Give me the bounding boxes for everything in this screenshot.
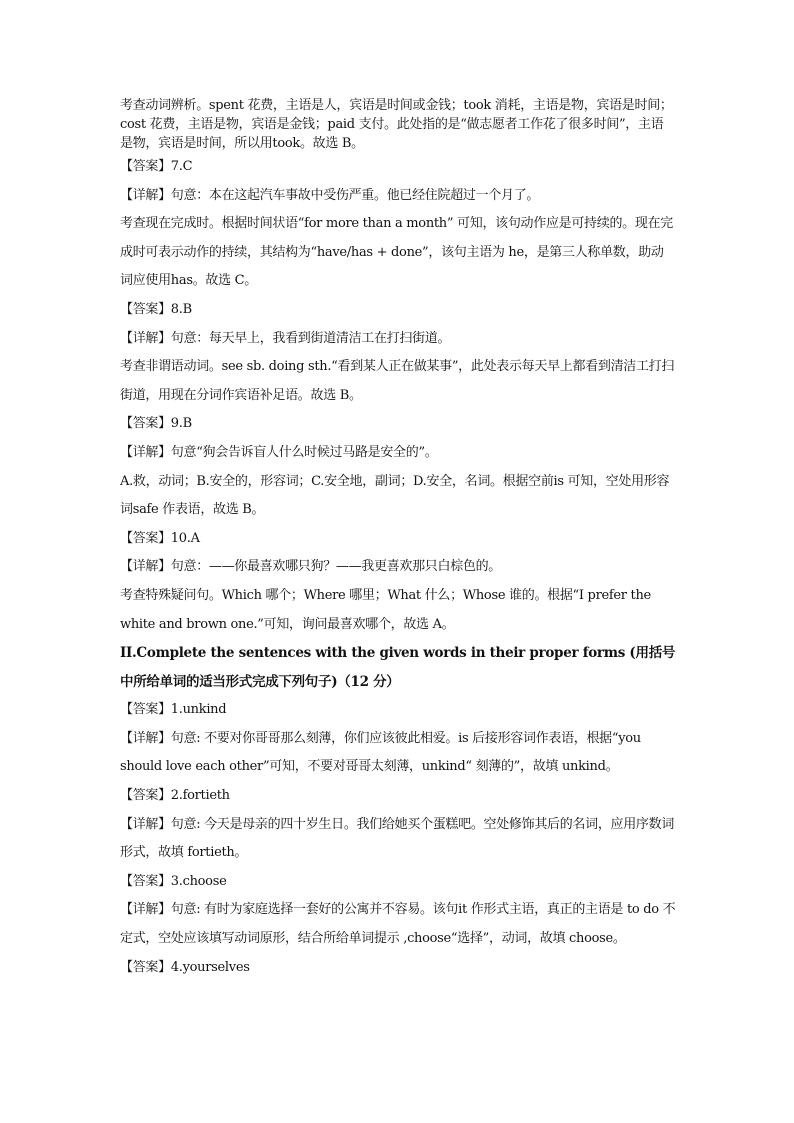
section-heading: II.Complete the sentences with the given words in their proper forms (用括号中所给单词的适当形式完成下列句子)（12 分） — [120, 645, 676, 690]
answer-label: 【答案】3.choose — [120, 873, 227, 889]
document-page — [120, 96, 676, 982]
paragraph: 考查现在完成时。根据时间状语“for more than a month” 可知，该句动作应是可持续的。现在完成时可表示动作的持续，其结构为“have/has + done”，该句主语为 he，是第三人称单数，助动词应使用has。故选 C。 — [120, 216, 673, 289]
answer-label: 【答案】2.fortieth — [120, 788, 230, 804]
answer-label: 【答案】1.unkind — [120, 702, 227, 718]
answer-label: 【答案】4.yourselves — [120, 959, 250, 975]
paragraph: 考查特殊疑问句。Which 哪个；Where 哪里；What 什么；Whose 谁的。根据“I prefer the white and brown one.”可知，询问最喜欢哪个，故选 A。 — [120, 587, 651, 632]
answer-label: 【答案】10.A — [120, 530, 200, 546]
paragraph: 考查动词辨析。spent 花费，主语是人，宾语是时间或金钱；took 消耗，主语是物，宾语是时间；cost 花费，主语是物，宾语是金钱；paid 支付。此处指的是“做志愿者工作花了很多时间”，主语是物，宾语是时间，所以用took。故选 B。 — [120, 98, 673, 151]
paragraph: A.救，动词；B.安全的，形容词；C.安全地，副词；D.安全，名词。根据空前is 可知，空处用形容词safe 作表语，故选 B。 — [120, 473, 670, 518]
explanation-paragraph: 【详解】句意: 不要对你哥哥那么刻薄，你们应该彼此相爱。is 后接形容词作表语，根据“you should love each other”可知，不要对哥哥太刻薄，unkind“ 刻薄的”，故填 unkind。 — [120, 730, 641, 775]
paragraph: 考查非谓语动词。see sb. doing sth.“看到某人正在做某事”，此处表示每天早上都看到清洁工打扫街道，用现在分词作宾语补足语。故选 B。 — [120, 359, 675, 403]
explanation-paragraph: 【详解】句意：——你最喜欢哪只狗？——我更喜欢那只白棕色的。 — [120, 559, 502, 575]
explanation-paragraph: 【详解】句意：本在这起汽车事故中受伤严重。他已经住院超过一个月了。 — [120, 187, 540, 203]
answer-label: 【答案】9.B — [120, 416, 192, 432]
answer-label: 【答案】7.C — [120, 159, 193, 174]
explanation-paragraph: 【详解】句意: 今天是母亲的四十岁生日。我们给她买个蛋糕吧。空处修饰其后的名词，应用序数词形式，故填 fortieth。 — [120, 816, 675, 861]
explanation-paragraph: 【详解】句意“狗会告诉盲人什么时候过马路是安全的”。 — [120, 444, 438, 460]
explanation-paragraph: 【详解】句意: 有时为家庭选择一套好的公寓并不容易。该句it 作形式主语，真正的主语是 to do 不定式，空处应该填写动词原形，结合所给单词提示 ,choose“选择”，动词，故填 choose。 — [120, 902, 676, 947]
answer-label: 【答案】8.B — [120, 301, 192, 317]
explanation-paragraph: 【详解】句意：每天早上，我看到街道清洁工在打扫街道。 — [120, 330, 451, 346]
